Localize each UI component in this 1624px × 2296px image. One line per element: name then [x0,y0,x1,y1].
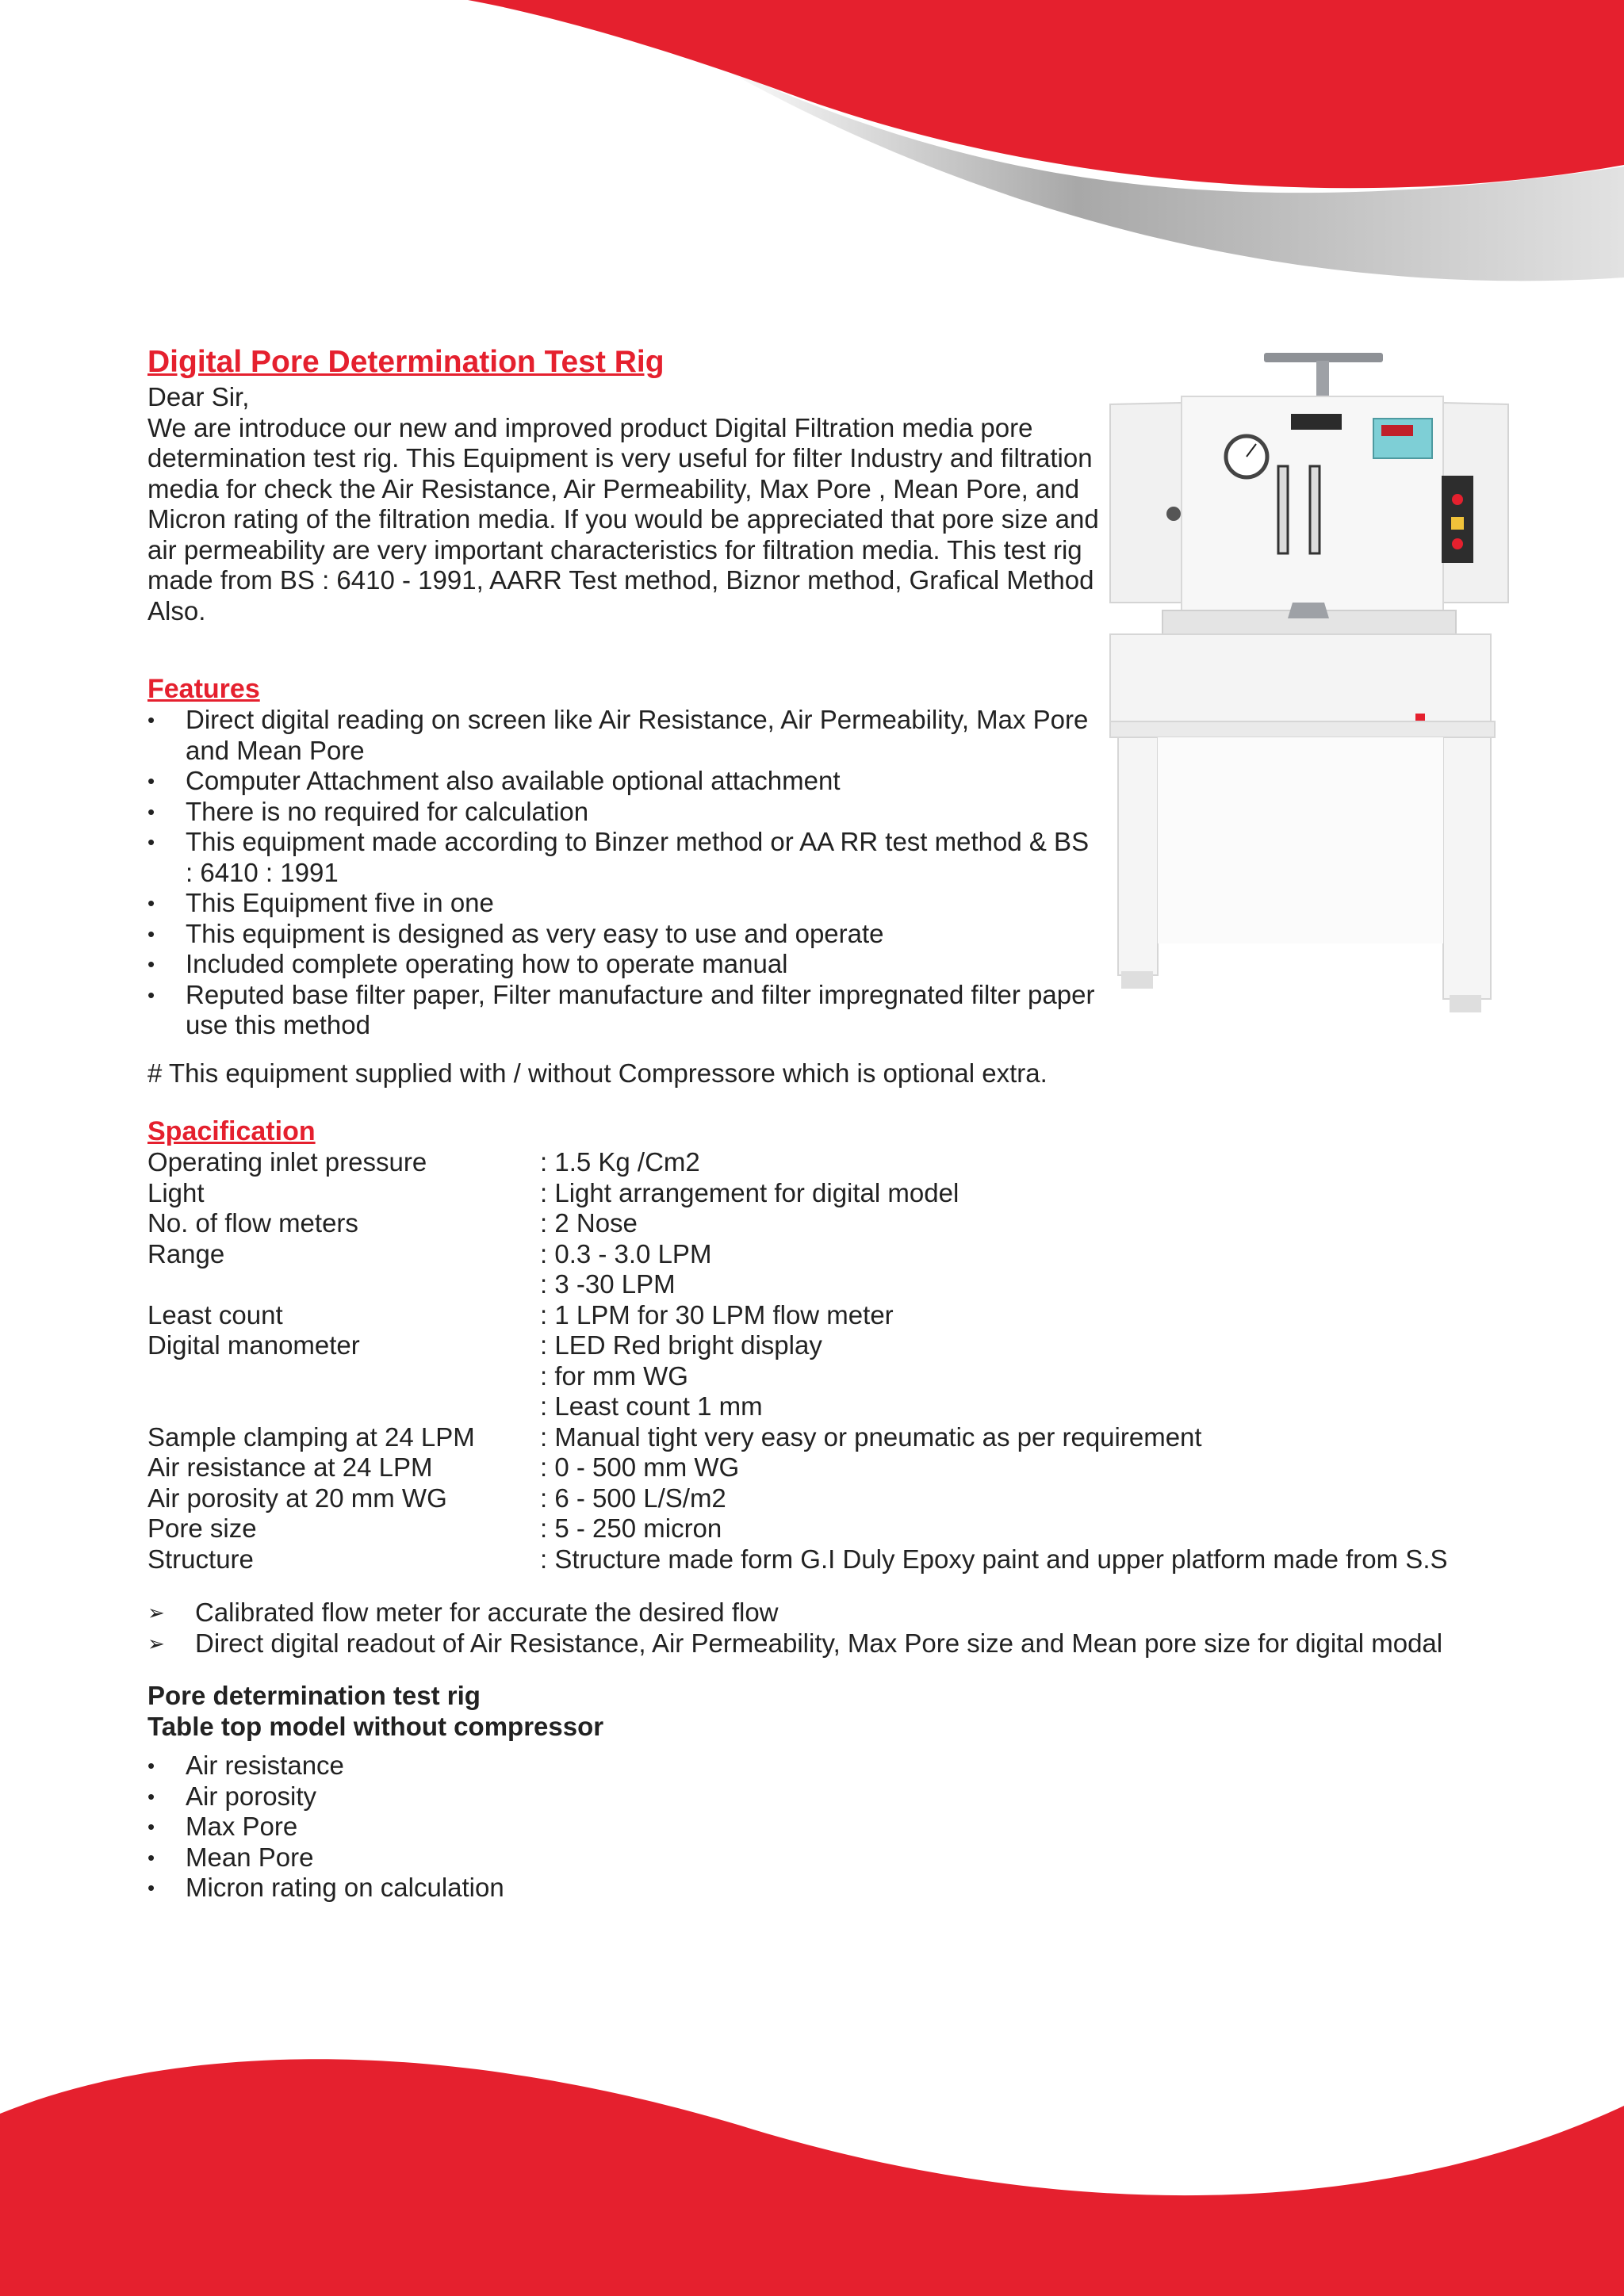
bullet-icon: • [147,1784,155,1808]
spec-row [147,1452,1511,1483]
bullet-icon: • [147,982,155,1007]
bullet-icon: • [147,1876,155,1900]
bullet-icon: • [147,708,155,732]
spec-row [147,1178,1511,1209]
spec-value: : Least count 1 mm [540,1391,763,1421]
bullet-icon: • [147,952,155,976]
bullet-icon: • [147,1845,155,1869]
spec-row [147,1330,1511,1361]
spec-label: Range [147,1238,225,1269]
spec-value: : 1 LPM for 30 LPM flow meter [540,1299,894,1330]
spec-value: : 2 Nose [540,1208,638,1238]
spec-label: Operating inlet pressure [147,1147,427,1177]
spec-label: Sample clamping at 24 LPM [147,1422,475,1452]
spec-row [147,1544,1511,1575]
intro-paragraph: We are introduce our new and improved product Digital Filtration media pore determination test rig. This Equipment is very useful for filter Industry and filtration media for check the Air Resistance, Air Permeability, Max Pore , Mean Pore, and Micron rating of the filtration media. If you would be appreciated that pore size and air permeability are very important characteristics for filtration media. This test rig made from BS : 6410 - 1991, AARR Test method, Biznor method, Grafical Method Also. [147,412,1099,626]
bullet-icon: • [147,799,155,824]
spec-value: : 0 - 500 mm WG [540,1452,740,1482]
highlights-list [147,1598,1511,1659]
greeting: Dear Sir, [147,382,250,411]
model-title: Pore determination test rig [147,1681,481,1710]
spec-row [147,1422,1511,1453]
specification-heading: Spacification [147,1116,316,1146]
spec-label [147,1361,540,1392]
spec-value: : LED Red bright display [540,1330,822,1360]
spec-label: Least count [147,1299,283,1330]
page-title: Digital Pore Determination Test Rig [147,345,665,379]
spec-value: : Structure made form G.I Duly Epoxy paint and upper platform made from S.S [540,1544,1448,1574]
compressor-note: # This equipment supplied with / without Compressore which is optional extra. [147,1058,1048,1088]
spec-value: : Light arrangement for digital model [540,1177,959,1207]
list-item: • Computer Attachment also available optional attachment [147,766,841,795]
list-item: • Included complete operating how to operate manual [147,949,788,978]
bullet-icon: • [147,1815,155,1839]
spec-label: Structure [147,1544,254,1574]
list-item: • This equipment made according to Binzer method or AA RR test method & BS : 6410 : 1991 [147,827,1090,887]
list-item: • Micron rating on calculation [147,1873,504,1902]
spec-row [147,1361,1511,1392]
list-item: • This equipment is designed as very easy to use and operate [147,918,884,948]
spec-row [147,1483,1511,1514]
spec-label [147,1269,540,1300]
spec-label: No. of flow meters [147,1208,358,1238]
spec-value: : 3 -30 LPM [540,1269,676,1299]
spec-row [147,1147,1511,1178]
spec-value: : Manual tight very easy or pneumatic as per requirement [540,1422,1202,1452]
spec-row [147,1300,1511,1331]
list-item: • This Equipment five in one [147,888,494,917]
spec-value: : 1.5 Kg /Cm2 [540,1147,700,1177]
document-body [147,342,1511,1904]
spec-label: Air resistance at 24 LPM [147,1452,433,1482]
spec-row [147,1391,1511,1422]
spec-value: : for mm WG [540,1360,688,1391]
spec-value: : 5 - 250 micron [540,1513,722,1543]
arrow-icon: ➢ [147,1601,165,1624]
model-features-list [147,1751,1511,1904]
header-wave-decoration [0,0,1624,293]
bullet-icon: • [147,769,155,793]
arrow-icon: ➢ [147,1631,165,1655]
footer-wave-decoration [0,2026,1624,2296]
list-item: ➢ Calibrated flow meter for accurate the desired flow [147,1598,779,1627]
list-item: • Mean Pore [147,1842,314,1872]
spec-row [147,1208,1511,1239]
features-heading: Features [147,674,260,704]
bullet-icon: • [147,1754,155,1777]
bullet-icon: • [147,891,155,915]
spec-label: Light [147,1177,205,1207]
spec-label [147,1391,540,1422]
spec-label: Digital manometer [147,1330,360,1360]
bullet-icon: • [147,830,155,854]
list-item: • Reputed base filter paper, Filter manufacture and filter impregnated filter paper use this method [147,979,1095,1039]
spec-row [147,1269,1511,1300]
spec-label: Pore size [147,1513,257,1543]
specification-table [147,1147,1511,1575]
list-item: ➢ Direct digital readout of Air Resistance, Air Permeability, Max Pore size and Mean pore size for digital modal [147,1628,1443,1658]
model-subtitle: Table top model without compressor [147,1712,604,1741]
spec-value: : 6 - 500 L/S/m2 [540,1483,726,1513]
spec-value: : 0.3 - 3.0 LPM [540,1238,712,1269]
spec-row [147,1239,1511,1270]
features-list [147,705,1103,1041]
list-item: • Air resistance [147,1751,344,1780]
list-item: • Max Pore [147,1812,298,1841]
spec-row [147,1513,1511,1544]
list-item: • Air porosity [147,1781,317,1811]
list-item: • There is no required for calculation [147,796,589,826]
list-item: • Direct digital reading on screen like Air Resistance, Air Permeability, Max Pore and Mean Pore [147,705,1089,765]
bullet-icon: • [147,921,155,946]
spec-label: Air porosity at 20 mm WG [147,1483,447,1513]
